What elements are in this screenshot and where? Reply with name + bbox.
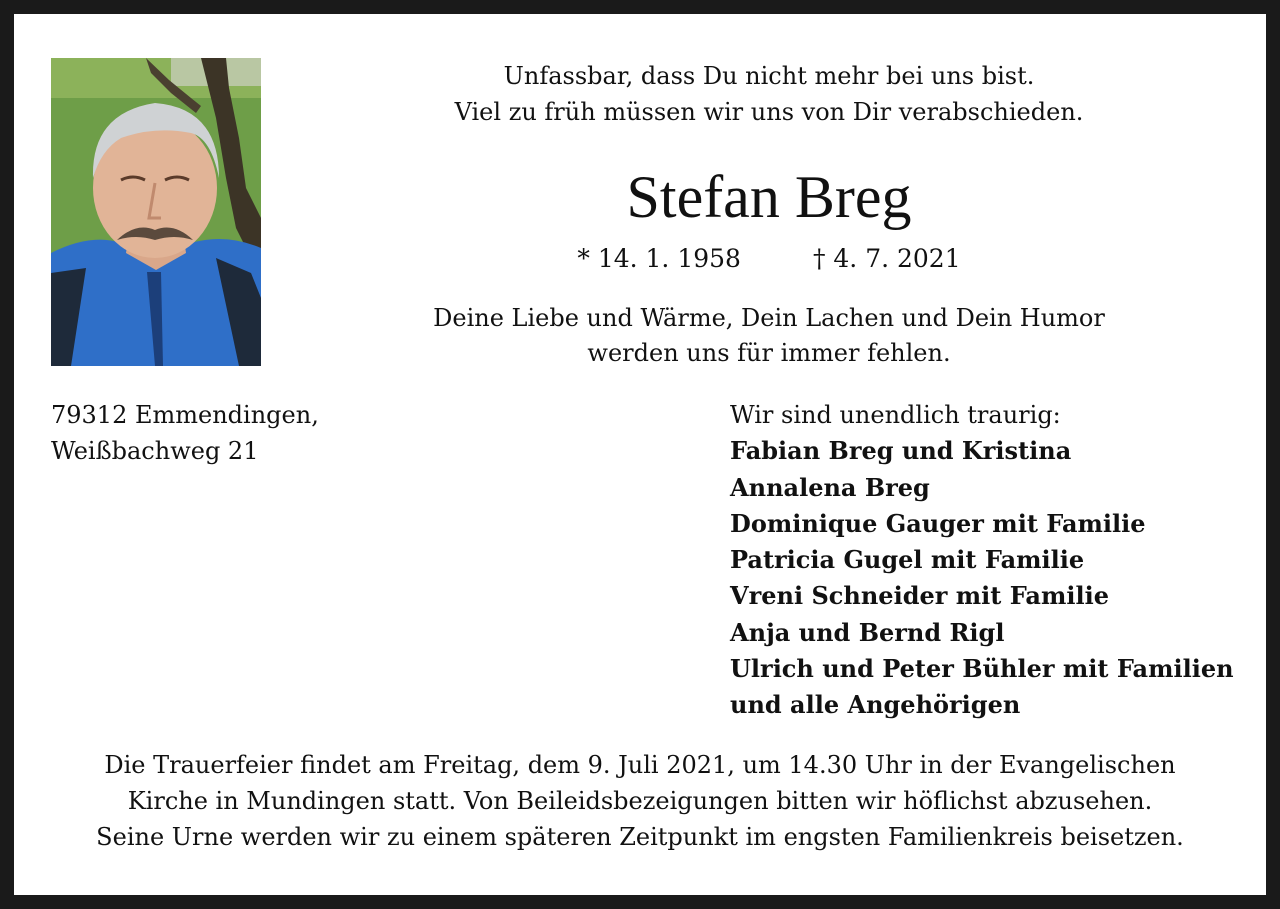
mourner-name: Fabian Breg und Kristina xyxy=(730,436,1072,466)
memorial-quote xyxy=(344,301,1194,371)
family-address xyxy=(51,397,319,469)
intro-line: Unfassbar, dass Du nicht mehr bei uns bist. xyxy=(503,62,1035,90)
mourner-name: Vreni Schneider mit Familie xyxy=(730,581,1109,611)
intro-line: Viel zu früh müssen wir uns von Dir verabschieden. xyxy=(454,98,1084,126)
mourners-list xyxy=(730,397,1234,724)
portrait-photo xyxy=(51,58,261,366)
address-line: 79312 Emmendingen, xyxy=(51,401,319,429)
address-line: Weißbachweg 21 xyxy=(51,437,259,465)
life-dates xyxy=(344,241,1194,277)
mourner-name: Anja und Bernd Rigl xyxy=(730,617,1005,647)
death-date: † 4. 7. 2021 xyxy=(812,244,961,273)
funeral-notice xyxy=(14,747,1266,855)
obituary-card xyxy=(14,14,1266,895)
mourner-name: Annalena Breg xyxy=(730,472,930,502)
mourners-lead: Wir sind unendlich traurig: xyxy=(730,401,1061,429)
mourner-name: Patricia Gugel mit Familie xyxy=(730,545,1085,575)
birth-date: * 14. 1. 1958 xyxy=(577,244,741,273)
quote-line: Deine Liebe und Wärme, Dein Lachen und Dein Humor xyxy=(433,304,1105,332)
mourner-name: Dominique Gauger mit Familie xyxy=(730,508,1146,538)
mourner-name: und alle Angehörigen xyxy=(730,690,1021,720)
deceased-name: Stefan Breg xyxy=(626,164,912,230)
intro-text xyxy=(344,58,1194,130)
funeral-line: Die Trauerfeier findet am Freitag, dem 9. Juli 2021, um 14.30 Uhr in der Evangelischen xyxy=(104,751,1176,779)
funeral-line: Kirche in Mundingen statt. Von Beileidsbezeigungen bitten wir höflichst abzusehen. xyxy=(127,787,1153,815)
mourner-name: Ulrich und Peter Bühler mit Familien xyxy=(730,654,1234,684)
quote-line: werden uns für immer fehlen. xyxy=(587,339,951,367)
funeral-line: Seine Urne werden wir zu einem späteren Zeitpunkt im engsten Familienkreis beisetzen. xyxy=(96,823,1184,851)
